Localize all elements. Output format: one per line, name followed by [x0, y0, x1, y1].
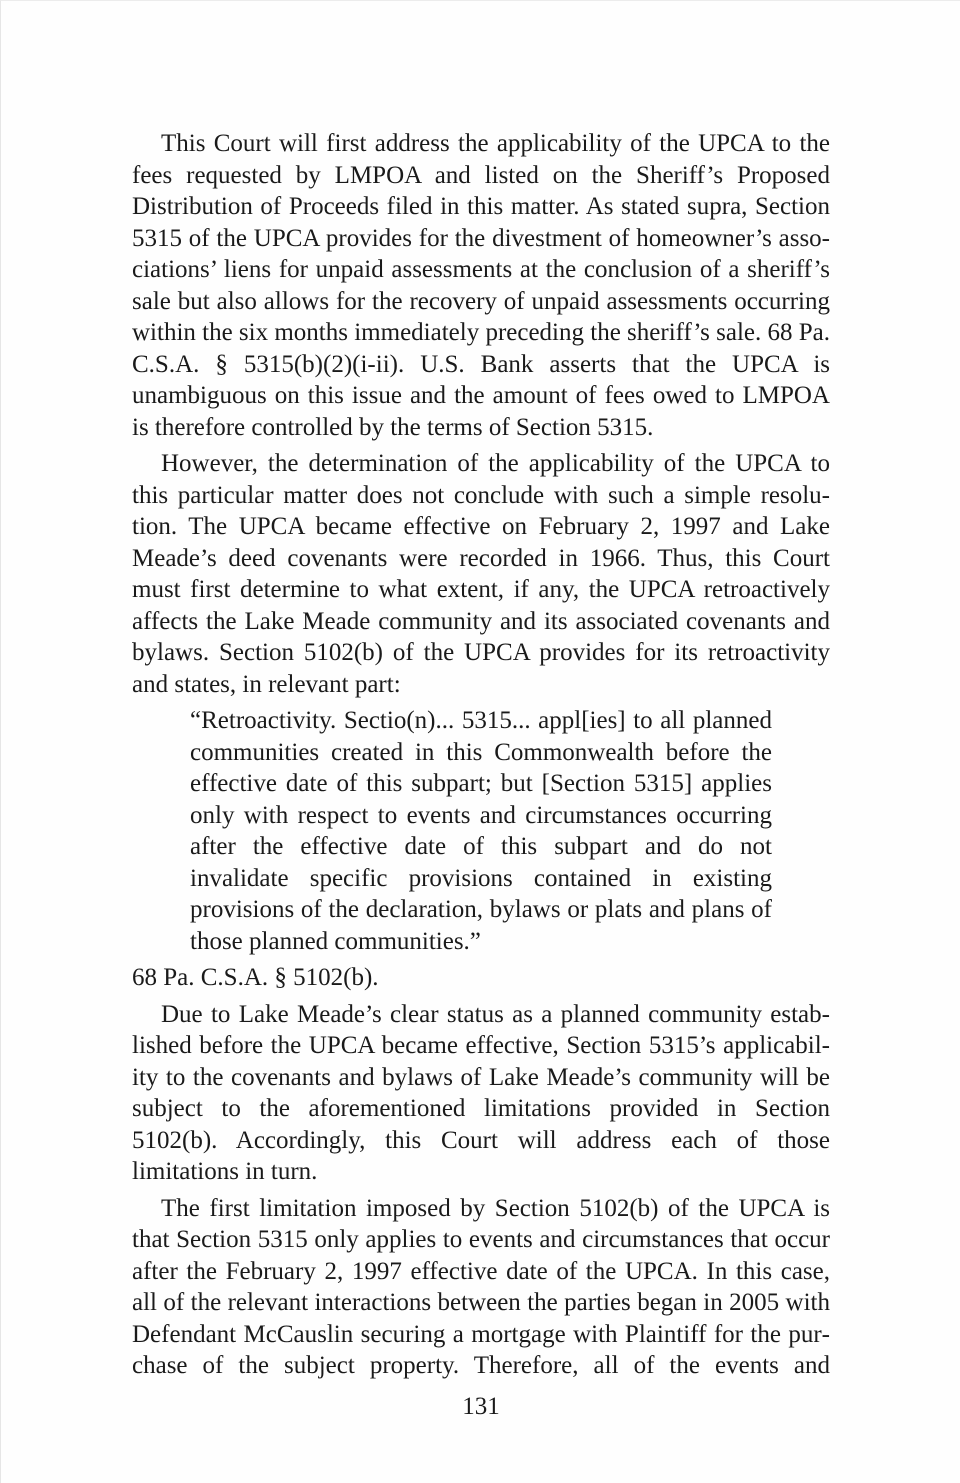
paragraph-first-limitation: The first limitation imposed by Section 5102(b) of the UPCA is that Section 5315 only applies to events and circumstances that occur after the February 2, 1997 effective date of the UPCA. In this case, all of the relevant interactions between the parties began in 2005 with Defendant McCauslin securing a mortgage with Plaintiff for the purchase of the subject property. Therefore, all of the events and	[132, 1194, 830, 1379]
body-text	[132, 128, 830, 1387]
paragraph-retroactivity-intro: However, the determination of the applicability of the UPCA to this particular matter does not conclude with such a simple resolution. The UPCA became effective on February 2, 1997 and Lake Meade’s deed covenants were recorded in 1966. Thus, this Court must first determine to what extent, if any, the UPCA retroactively affects the Lake Meade community and its associated covenants and bylaws. Section 5102(b) of the UPCA provides for its retroactivity and states, in relevant part:	[132, 450, 830, 698]
paragraph-upca-applicability: This Court will first address the applicability of the UPCA to the fees requested by LMPOA and listed on the Sheriff’s Proposed Distribution of Proceeds filed in this matter. As stated supra, Section 5315 of the UPCA provides for the divestment of homeowner’s associations’ liens for unpaid assessments at the conclusion of a sheriff’s sale but also allows for the recovery of unpaid assessments occurring within the six months immediately preceding the sheriff’s sale. 68 Pa. C.S.A. § 5315(b)(2)(i-ii). U.S. Bank asserts that the UPCA is unambiguous on this issue and the amount of fees owed to LMPOA is therefore controlled by the terms of Section 5315.	[132, 130, 831, 441]
block-quote-retroactivity: “Retroactivity. Sectio(n)... 5315... appl[ies] to all planned communities created in this Commonwealth before the effective date of this subpart; but [Section 5315] applies only with respect to events and circumstances occurring after the effective date of this subpart and do not invalidate specific provisions contained in existing provisions of the declaration, bylaws or plats and plans of those planned communities.”	[190, 707, 772, 955]
page-number: 131	[462, 1393, 500, 1420]
quote-citation: 68 Pa. C.S.A. § 5102(b).	[132, 964, 379, 991]
paragraph-planned-community-status: Due to Lake Meade’s clear status as a planned community established before the UPCA became effective, Section 5315’s applicability to the covenants and bylaws of Lake Meade’s community will be subject to the aforementioned limitations provided in Section 5102(b). Accordingly, this Court will address each of those limitations in turn.	[132, 1000, 830, 1185]
